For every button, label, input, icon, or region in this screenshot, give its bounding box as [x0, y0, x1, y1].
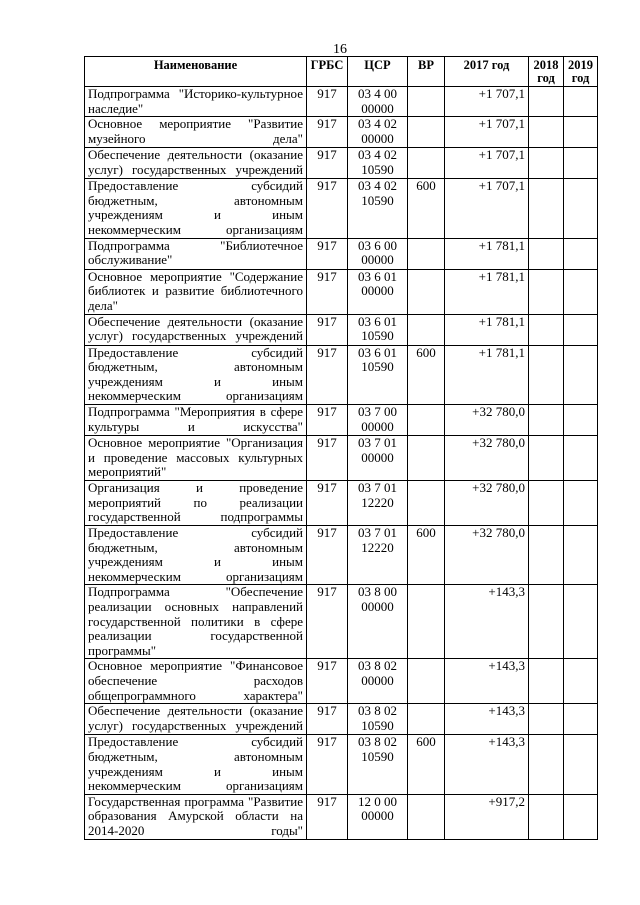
table-row: [85, 404, 598, 435]
row-csr-cell: 03 7 00 00000: [348, 404, 408, 435]
row-2017-cell: +1 707,1: [445, 179, 529, 238]
row-grbs-cell: 917: [307, 404, 348, 435]
header-2017: 2017 год: [445, 57, 529, 87]
page-number: 16: [333, 42, 347, 57]
row-grbs-cell: 917: [307, 585, 348, 659]
row-2017-cell: +32 780,0: [445, 435, 529, 480]
row-vr-cell: [408, 148, 445, 179]
row-grbs-cell: 917: [307, 704, 348, 735]
table-row: [85, 525, 598, 584]
row-grbs-cell: 917: [307, 525, 348, 584]
row-csr-cell: 03 6 01 10590: [348, 345, 408, 404]
table-row: [85, 238, 598, 269]
row-2018-cell: [529, 704, 564, 735]
row-vr-cell: [408, 117, 445, 148]
table-row: [85, 704, 598, 735]
header-2018: 2018 год: [529, 57, 564, 87]
budget-table: [84, 56, 598, 840]
row-name-cell: Обеспечение деятельности (оказание услуг) государственных учреждений: [85, 704, 307, 735]
row-2019-cell: [564, 87, 598, 117]
row-2017-cell: +1 707,1: [445, 148, 529, 179]
row-2019-cell: [564, 585, 598, 659]
row-2019-cell: [564, 435, 598, 480]
row-2017-cell: +1 707,1: [445, 117, 529, 148]
header-name: Наименование: [85, 57, 307, 87]
row-name-cell: Обеспечение деятельности (оказание услуг) государственных учреждений: [85, 314, 307, 345]
row-2017-cell: +32 780,0: [445, 525, 529, 584]
row-2018-cell: [529, 794, 564, 839]
row-grbs-cell: 917: [307, 345, 348, 404]
row-2018-cell: [529, 238, 564, 269]
row-grbs-cell: 917: [307, 314, 348, 345]
row-2017-cell: +1 707,1: [445, 87, 529, 117]
row-csr-cell: 03 4 02 10590: [348, 148, 408, 179]
table-row: [85, 435, 598, 480]
row-2018-cell: [529, 179, 564, 238]
row-vr-cell: [408, 704, 445, 735]
row-name-cell: Основное мероприятие "Развитие музейного дела": [85, 117, 307, 148]
row-2019-cell: [564, 525, 598, 584]
header-2019: 2019 год: [564, 57, 598, 87]
row-name-cell: Предоставление субсидий бюджетным, автономным учреждениям и иным некоммерческим организациям: [85, 179, 307, 238]
row-csr-cell: 03 7 01 12220: [348, 525, 408, 584]
row-2017-cell: +143,3: [445, 704, 529, 735]
row-grbs-cell: 917: [307, 269, 348, 314]
row-name-cell: Государственная программа "Развитие образования Амурской области на 2014-2020 годы": [85, 794, 307, 839]
row-2017-cell: +1 781,1: [445, 314, 529, 345]
row-csr-cell: 03 8 00 00000: [348, 585, 408, 659]
row-2019-cell: [564, 148, 598, 179]
row-2017-cell: +1 781,1: [445, 269, 529, 314]
row-vr-cell: [408, 87, 445, 117]
row-2019-cell: [564, 117, 598, 148]
row-vr-cell: [408, 238, 445, 269]
row-csr-cell: 03 6 01 10590: [348, 314, 408, 345]
row-2019-cell: [564, 314, 598, 345]
row-2018-cell: [529, 404, 564, 435]
row-2017-cell: +143,3: [445, 735, 529, 794]
row-vr-cell: [408, 659, 445, 704]
row-csr-cell: 03 4 00 00000: [348, 87, 408, 117]
row-2017-cell: +32 780,0: [445, 480, 529, 525]
row-name-cell: Предоставление субсидий бюджетным, автономным учреждениям и иным некоммерческим организациям: [85, 735, 307, 794]
row-csr-cell: 03 4 02 00000: [348, 117, 408, 148]
row-csr-cell: 03 6 01 00000: [348, 269, 408, 314]
row-2018-cell: [529, 585, 564, 659]
row-grbs-cell: 917: [307, 735, 348, 794]
row-grbs-cell: 917: [307, 87, 348, 117]
row-csr-cell: 12 0 00 00000: [348, 794, 408, 839]
header-vr: ВР: [408, 57, 445, 87]
table-row: [85, 179, 598, 238]
row-grbs-cell: 917: [307, 794, 348, 839]
table-row: [85, 659, 598, 704]
row-name-cell: Организация и проведение мероприятий по реализации государственной подпрограммы: [85, 480, 307, 525]
table-row: [85, 585, 598, 659]
table-row: [85, 87, 598, 117]
row-csr-cell: 03 6 00 00000: [348, 238, 408, 269]
row-vr-cell: 600: [408, 735, 445, 794]
row-2018-cell: [529, 525, 564, 584]
row-2019-cell: [564, 480, 598, 525]
table-row: [85, 480, 598, 525]
row-name-cell: Подпрограмма "Библиотечное обслуживание": [85, 238, 307, 269]
table-row: [85, 117, 598, 148]
row-2018-cell: [529, 735, 564, 794]
row-grbs-cell: 917: [307, 238, 348, 269]
row-grbs-cell: 917: [307, 480, 348, 525]
row-2019-cell: [564, 735, 598, 794]
row-2017-cell: +917,2: [445, 794, 529, 839]
row-2017-cell: +143,3: [445, 659, 529, 704]
table-row: [85, 269, 598, 314]
header-grbs: ГРБС: [307, 57, 348, 87]
row-vr-cell: [408, 794, 445, 839]
row-name-cell: Основное мероприятие "Содержание библиотек и развитие библиотечного дела": [85, 269, 307, 314]
row-grbs-cell: 917: [307, 435, 348, 480]
row-2019-cell: [564, 659, 598, 704]
row-name-cell: Подпрограмма "Историко-культурное наследие": [85, 87, 307, 117]
row-2018-cell: [529, 659, 564, 704]
row-2017-cell: +32 780,0: [445, 404, 529, 435]
row-vr-cell: [408, 585, 445, 659]
row-vr-cell: [408, 480, 445, 525]
row-name-cell: Основное мероприятие "Организация и проведение массовых культурных мероприятий": [85, 435, 307, 480]
row-csr-cell: 03 7 01 00000: [348, 435, 408, 480]
row-2018-cell: [529, 269, 564, 314]
row-2018-cell: [529, 148, 564, 179]
row-name-cell: Предоставление субсидий бюджетным, автономным учреждениям и иным некоммерческим организациям: [85, 525, 307, 584]
row-2017-cell: +1 781,1: [445, 345, 529, 404]
row-csr-cell: 03 4 02 10590: [348, 179, 408, 238]
row-2018-cell: [529, 345, 564, 404]
row-2017-cell: +143,3: [445, 585, 529, 659]
row-vr-cell: [408, 435, 445, 480]
row-vr-cell: 600: [408, 525, 445, 584]
row-2018-cell: [529, 117, 564, 148]
row-name-cell: Предоставление субсидий бюджетным, автономным учреждениям и иным некоммерческим организациям: [85, 345, 307, 404]
row-2019-cell: [564, 269, 598, 314]
table-row: [85, 735, 598, 794]
table-row: [85, 345, 598, 404]
row-name-cell: Основное мероприятие "Финансовое обеспечение расходов общепрограммного характера": [85, 659, 307, 704]
row-csr-cell: 03 8 02 10590: [348, 704, 408, 735]
row-name-cell: Подпрограмма "Мероприятия в сфере культуры и искусства": [85, 404, 307, 435]
row-grbs-cell: 917: [307, 117, 348, 148]
row-vr-cell: [408, 404, 445, 435]
row-2019-cell: [564, 404, 598, 435]
row-csr-cell: 03 7 01 12220: [348, 480, 408, 525]
header-csr: ЦСР: [348, 57, 408, 87]
row-2018-cell: [529, 435, 564, 480]
row-grbs-cell: 917: [307, 659, 348, 704]
row-csr-cell: 03 8 02 10590: [348, 735, 408, 794]
row-2018-cell: [529, 314, 564, 345]
row-2019-cell: [564, 179, 598, 238]
table-header-row: [85, 57, 598, 87]
row-name-cell: Подпрограмма "Обеспечение реализации основных направлений государственной политики в сфере реализации государственной программы": [85, 585, 307, 659]
row-2017-cell: +1 781,1: [445, 238, 529, 269]
row-name-cell: Обеспечение деятельности (оказание услуг) государственных учреждений: [85, 148, 307, 179]
row-grbs-cell: 917: [307, 179, 348, 238]
row-vr-cell: [408, 314, 445, 345]
row-grbs-cell: 917: [307, 148, 348, 179]
table-row: [85, 314, 598, 345]
row-csr-cell: 03 8 02 00000: [348, 659, 408, 704]
row-vr-cell: 600: [408, 345, 445, 404]
row-vr-cell: 600: [408, 179, 445, 238]
row-2018-cell: [529, 480, 564, 525]
table-row: [85, 148, 598, 179]
row-2019-cell: [564, 794, 598, 839]
row-2018-cell: [529, 87, 564, 117]
row-2019-cell: [564, 345, 598, 404]
row-2019-cell: [564, 238, 598, 269]
row-2019-cell: [564, 704, 598, 735]
row-vr-cell: [408, 269, 445, 314]
table-row: [85, 794, 598, 839]
